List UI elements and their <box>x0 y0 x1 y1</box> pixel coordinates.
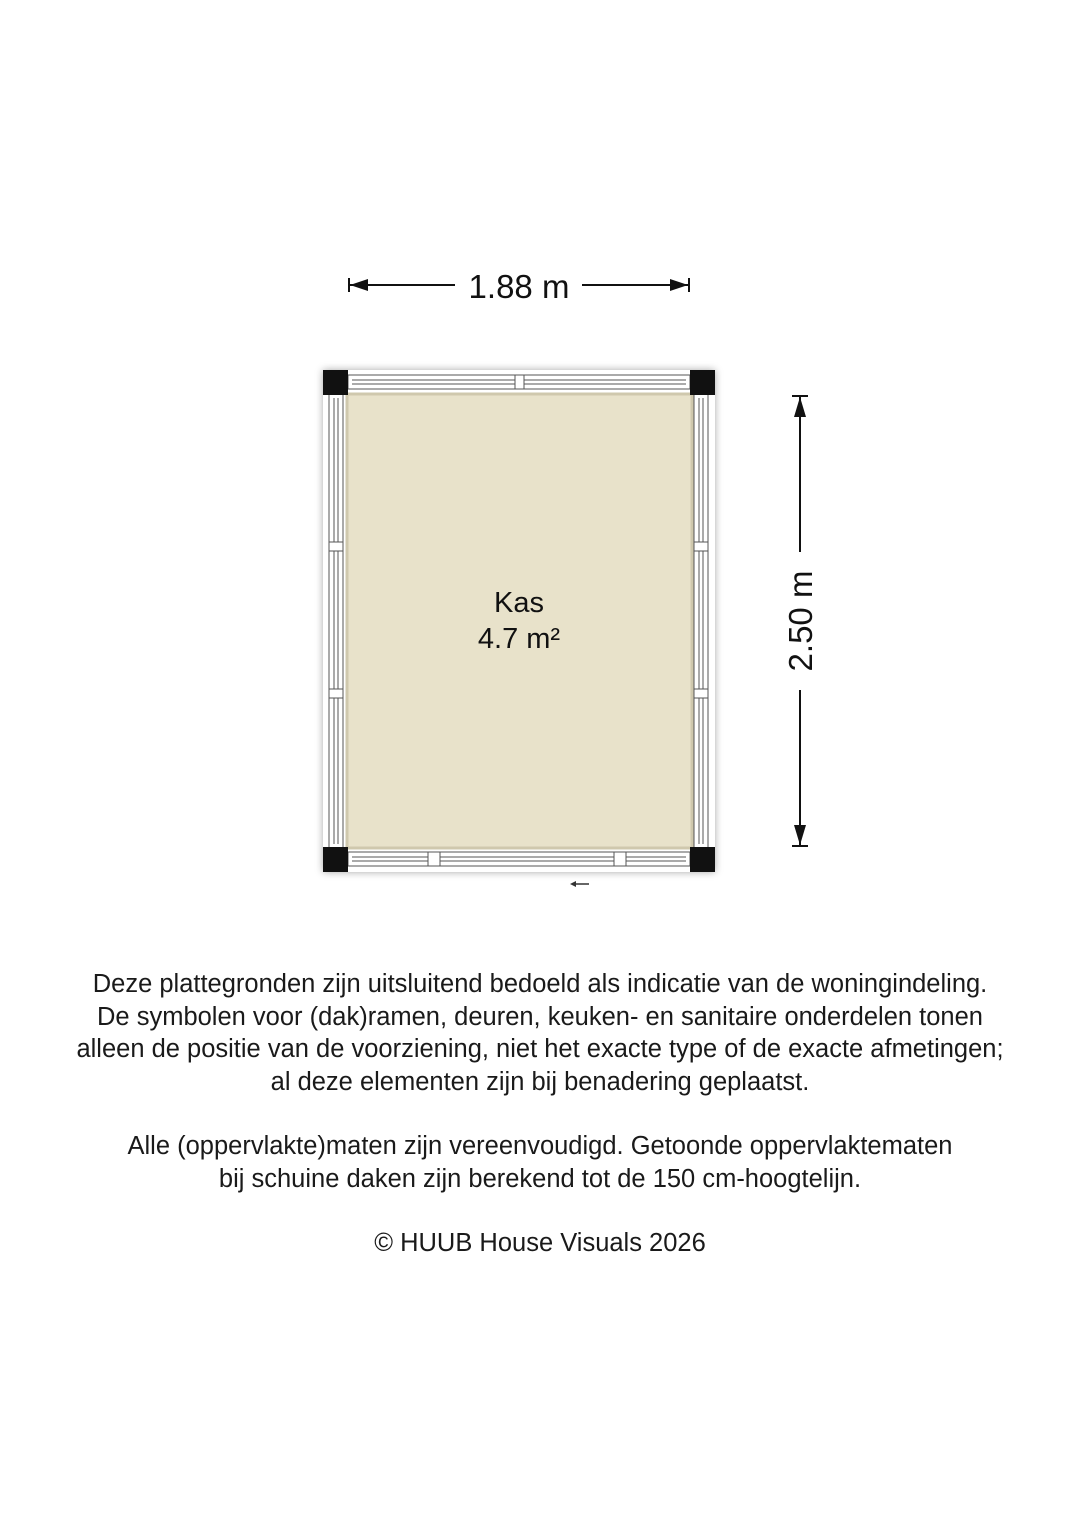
disclaimer-paragraph-1 <box>0 968 1080 1098</box>
corner-post-bottom-right <box>690 847 715 872</box>
arrow-down-icon <box>794 825 806 845</box>
window-frame-left <box>329 394 343 848</box>
corner-post-bottom-left <box>323 847 348 872</box>
arrow-right-icon <box>670 279 688 291</box>
disclaimer-line: De symbolen voor (dak)ramen, deuren, keuken- en sanitaire onderdelen tonen <box>97 1002 983 1031</box>
window-frame-top <box>348 375 690 389</box>
width-dimension <box>349 268 689 305</box>
disclaimer-line: bij schuine daken zijn berekend tot de 150 cm-hoogtelijn. <box>218 1164 862 1193</box>
disclaimer-line: Alle (oppervlakte)maten zijn vereenvoudigd. Getoonde oppervlaktematen <box>127 1132 953 1160</box>
arrow-left-icon <box>350 279 368 291</box>
room-area: 4.7 m² <box>477 623 561 655</box>
arrow-up-icon <box>794 397 806 417</box>
disclaimer-paragraph-2 <box>0 1130 1080 1195</box>
window-frame-right <box>694 394 708 848</box>
disclaimer-line: al deze elementen zijn bij benadering geplaatst. <box>270 1067 810 1096</box>
depth-label: 2.50 m <box>782 570 819 672</box>
corner-post-top-left <box>323 370 348 395</box>
depth-dimension <box>782 396 819 846</box>
window-frame-bottom <box>348 852 690 866</box>
room-name: Kas <box>494 587 544 619</box>
disclaimer-line: Deze plattegronden zijn uitsluitend bedoeld als indicatie van de woningindeling. <box>92 970 988 998</box>
copyright-notice: © HUUB House Visuals 2026 <box>374 1229 706 1257</box>
room-floor <box>347 394 692 848</box>
entrance-arrow-icon <box>570 881 589 887</box>
disclaimer-line: alleen de positie van de voorziening, niet het exacte type of de exacte afmetingen; <box>76 1035 1004 1063</box>
corner-post-top-right <box>690 370 715 395</box>
width-label: 1.88 m <box>468 268 570 305</box>
